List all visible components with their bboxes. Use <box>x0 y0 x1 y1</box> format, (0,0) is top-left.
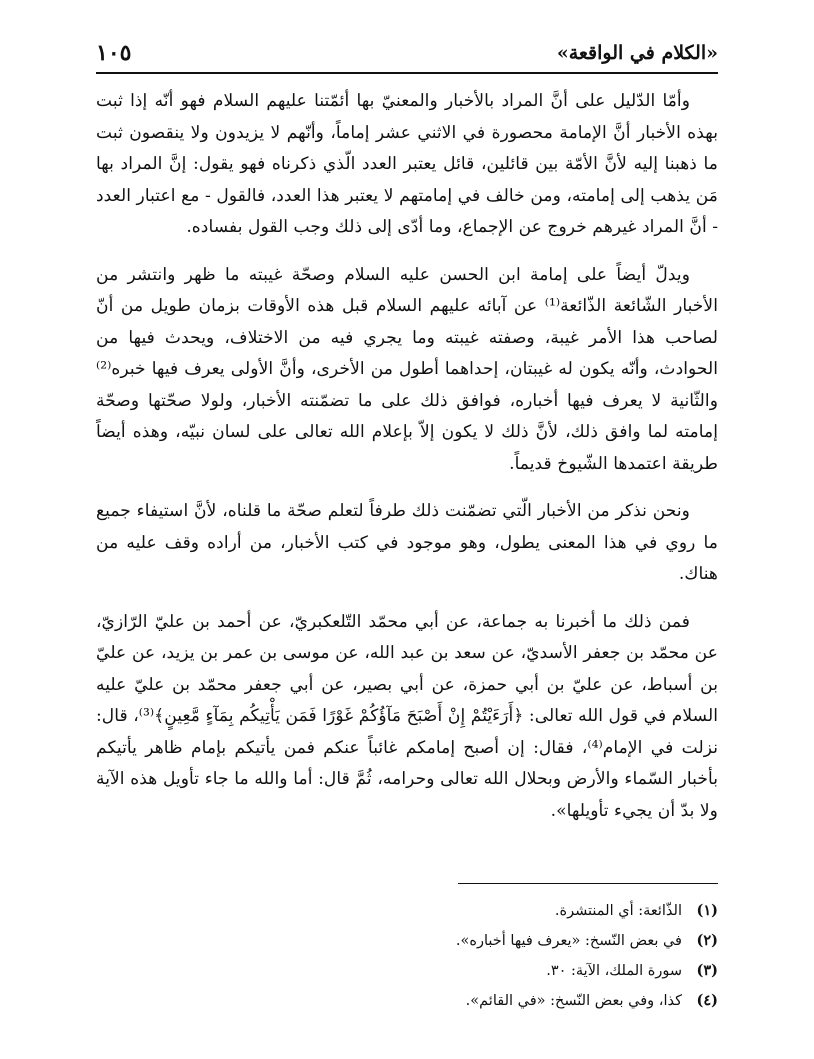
page-header <box>96 40 718 70</box>
footnote-number: (٢) <box>696 932 718 949</box>
footnote-number: (٤) <box>696 992 718 1009</box>
footnote-text: سورة الملك، الآية: ٣٠. <box>546 963 682 979</box>
header-divider <box>96 72 718 74</box>
main-text <box>96 86 718 843</box>
paragraph-occultation: ويدلّ أيضاً على إمامة ابن الحسن عليه السلام وصحّة غيبته ما ظهر وانتشر من الأخبار الشّائعة الذّائعة⁽¹⁾ عن آبائه عليهم السلام قبل هذه الأوقات بزمان طويل من أنّ لصاحب هذا الأمر غيبة، وصفته غيبته وما يجري فيه من الاختلاف، ويحدث فيها من الحوادث، وأنّه يكون له غيبتان، إحداهما أطول من الأخرى، وأنَّ الأولى يعرف فيها خبره⁽²⁾ والثّانية لا يعرف فيها أخباره، فوافق ذلك على ما تضمّنته الأخبار، ولولا صحّتها وصحّة إمامته لما وافق ذلك، لأنَّ ذلك لا يكون إلاّ بإعلام الله تعالى على لسان نبيّه، وهذه أيضاً طريقة اعتمدها الشّيوخ قديماً. <box>96 264 718 474</box>
footnotes-list <box>96 896 718 1016</box>
footnote <box>96 956 718 986</box>
paragraph-narration: فمن ذلك ما أخبرنا به جماعة، عن أبي محمّد التّلعكبريّ، عن أحمد بن عليّ الرّازيّ، عن محمّد بن جعفر الأسديّ، عن سعد بن عبد الله، عن موسى بن عمر بن يزيد، عن عليّ بن أسباط، عن عليّ بن أبي حمزة، عن أبي بصير، عن أبي جعفر محمّد بن عليّ عليه السلام في قول الله تعالى: ﴿أَرَءَيْتُمْ إِنْ أَصْبَحَ مَآؤُكُمْ غَوْرًا فَمَن يَأْتِيكُم بِمَآءٍ مَّعِينٍ﴾⁽³⁾، قال: نزلت في الإمام⁽⁴⁾، فقال: إن أصبح إمامكم غائباً عنكم فمن يأتيكم بإمام ظاهر يأتيكم بأخبار السّماء والأرض وبحلال الله تعالى وحرامه، ثُمَّ قال: أما والله ما جاء تأويل هذه الآية ولا بدّ أن يجيء تأويلها». <box>96 611 718 821</box>
paragraph-reports-intro: ونحن نذكر من الأخبار الّتي تضمّنت ذلك طرفاً لتعلم صحّة ما قلناه، لأنَّ استيفاء جميع ما روي في هذا المعنى يطول، وهو موجود في كتب الأخبار، من أراده وقف عليه من هناك. <box>96 501 718 584</box>
footnote-text: الذّائعة: أي المنتشرة. <box>554 903 682 919</box>
footnote-text: في بعض النّسخ: «يعرف فيها أخباره». <box>455 933 682 949</box>
footnote <box>96 896 718 926</box>
footnote-text: كذا، وفي بعض النّسخ: «في القائم». <box>465 993 682 1009</box>
footnote-number: (٣) <box>696 962 718 979</box>
footnote-divider <box>458 883 718 884</box>
footnote <box>96 986 718 1016</box>
page-number: ١٠٥ <box>96 40 132 66</box>
paragraph-proof-of-imams: وأمّا الدّليل على أنَّ المراد بالأخبار والمعنيّ بها أئمّتنا عليهم السلام فهو أنّه إذا ثبت بهذه الأخبار أنَّ الإمامة محصورة في الاثني عشر إماماً، وأنّهم لا يزيدون ولا ينقصون ثبت ما ذهبنا إليه لأنَّ الأمّة بين قائلين، قائل يعتبر العدد الّذي ذكرناه فهو يقول: إنَّ المراد بها مَن يذهب إلى إمامته، ومن خالف في إمامتهم لا يعتبر هذا العدد، فالقول - مع اعتبار العدد - أنَّ المراد غيرهم خروج عن الإجماع، وما أدّى إلى ذلك وجب القول بفساده. <box>96 91 718 237</box>
footnote-number: (١) <box>696 902 718 919</box>
footnote <box>96 926 718 956</box>
running-title: «الكلام في الواقعة» <box>556 42 718 64</box>
